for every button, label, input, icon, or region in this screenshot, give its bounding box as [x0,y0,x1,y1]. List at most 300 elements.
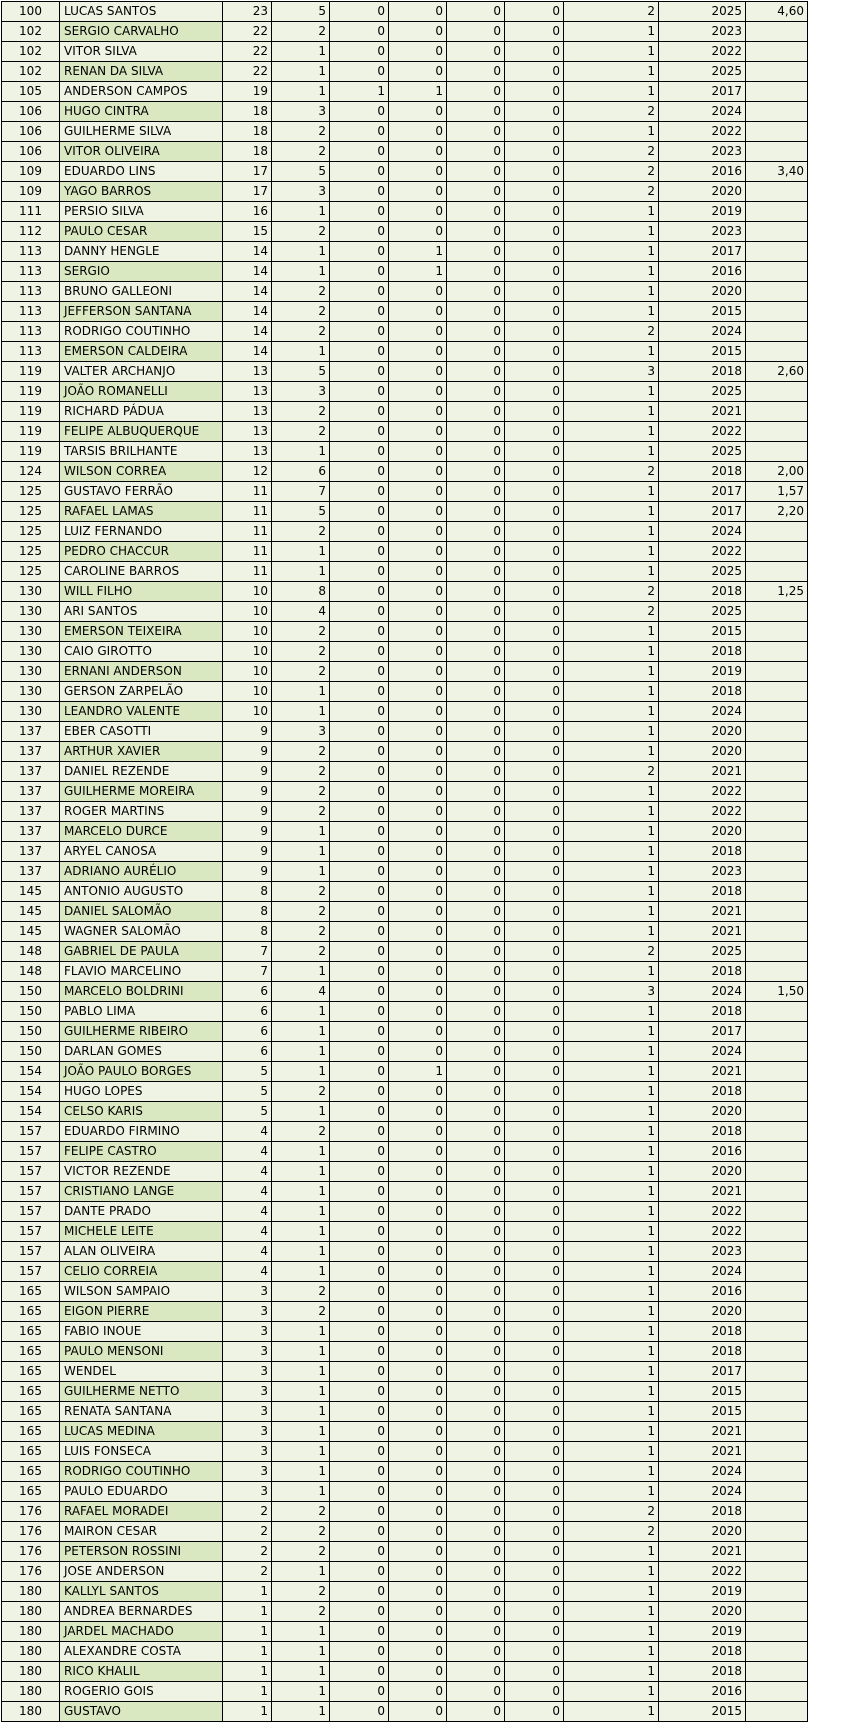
points-cell[interactable]: 9 [223,762,272,782]
position-cell[interactable]: 106 [2,102,60,122]
col6-cell[interactable]: 0 [389,782,447,802]
rating-cell[interactable] [746,1562,808,1582]
player-name-cell[interactable]: WILL FILHO [60,582,223,602]
col8-cell[interactable]: 0 [505,162,564,182]
rating-cell[interactable] [746,262,808,282]
year-cell[interactable]: 2018 [659,1502,746,1522]
year-cell[interactable]: 2024 [659,702,746,722]
points-cell[interactable]: 8 [223,882,272,902]
player-name-cell[interactable]: GUILHERME RIBEIRO [60,1022,223,1042]
position-cell[interactable]: 145 [2,902,60,922]
rating-cell[interactable] [746,342,808,362]
col7-cell[interactable]: 0 [447,1702,505,1722]
col5-cell[interactable]: 0 [330,1702,389,1722]
col9-cell[interactable]: 1 [564,702,659,722]
games-cell[interactable]: 1 [272,1222,330,1242]
col6-cell[interactable]: 0 [389,1622,447,1642]
col5-cell[interactable]: 0 [330,762,389,782]
col9-cell[interactable]: 1 [564,882,659,902]
col5-cell[interactable]: 0 [330,1022,389,1042]
player-name-cell[interactable]: MAIRON CESAR [60,1522,223,1542]
col8-cell[interactable]: 0 [505,802,564,822]
col7-cell[interactable]: 0 [447,1002,505,1022]
points-cell[interactable]: 9 [223,862,272,882]
col5-cell[interactable]: 0 [330,1682,389,1702]
position-cell[interactable]: 157 [2,1182,60,1202]
points-cell[interactable]: 14 [223,322,272,342]
col7-cell[interactable]: 0 [447,1342,505,1362]
col5-cell[interactable]: 0 [330,902,389,922]
player-name-cell[interactable]: WILSON CORREA [60,462,223,482]
position-cell[interactable]: 113 [2,302,60,322]
year-cell[interactable]: 2017 [659,1362,746,1382]
games-cell[interactable]: 2 [272,782,330,802]
year-cell[interactable]: 2024 [659,982,746,1002]
player-name-cell[interactable]: LUIZ FERNANDO [60,522,223,542]
col9-cell[interactable]: 1 [564,1342,659,1362]
col5-cell[interactable]: 0 [330,1582,389,1602]
rating-cell[interactable] [746,142,808,162]
points-cell[interactable]: 3 [223,1302,272,1322]
col5-cell[interactable]: 0 [330,682,389,702]
year-cell[interactable]: 2021 [659,1182,746,1202]
rating-cell[interactable]: 1,50 [746,982,808,1002]
position-cell[interactable]: 145 [2,882,60,902]
year-cell[interactable]: 2016 [659,1682,746,1702]
games-cell[interactable]: 2 [272,1282,330,1302]
rating-cell[interactable] [746,942,808,962]
player-name-cell[interactable]: CELIO CORREIA [60,1262,223,1282]
points-cell[interactable]: 10 [223,622,272,642]
points-cell[interactable]: 2 [223,1522,272,1542]
player-name-cell[interactable]: EDUARDO FIRMINO [60,1122,223,1142]
col8-cell[interactable]: 0 [505,642,564,662]
year-cell[interactable]: 2021 [659,922,746,942]
player-name-cell[interactable]: PAULO CESAR [60,222,223,242]
col6-cell[interactable]: 0 [389,1022,447,1042]
year-cell[interactable]: 2015 [659,1702,746,1722]
col9-cell[interactable]: 1 [564,622,659,642]
points-cell[interactable]: 11 [223,502,272,522]
position-cell[interactable]: 145 [2,922,60,942]
col7-cell[interactable]: 0 [447,302,505,322]
col7-cell[interactable]: 0 [447,742,505,762]
year-cell[interactable]: 2018 [659,882,746,902]
points-cell[interactable]: 3 [223,1422,272,1442]
col7-cell[interactable]: 0 [447,1562,505,1582]
year-cell[interactable]: 2017 [659,502,746,522]
rating-cell[interactable] [746,1402,808,1422]
col8-cell[interactable]: 0 [505,1602,564,1622]
points-cell[interactable]: 4 [223,1182,272,1202]
col5-cell[interactable]: 0 [330,1302,389,1322]
year-cell[interactable]: 2024 [659,102,746,122]
col5-cell[interactable]: 0 [330,1542,389,1562]
col9-cell[interactable]: 1 [564,502,659,522]
col5-cell[interactable]: 0 [330,1002,389,1022]
col7-cell[interactable]: 0 [447,822,505,842]
col9-cell[interactable]: 2 [564,942,659,962]
rating-cell[interactable] [746,382,808,402]
player-name-cell[interactable]: VICTOR REZENDE [60,1162,223,1182]
position-cell[interactable]: 137 [2,822,60,842]
col9-cell[interactable]: 3 [564,362,659,382]
col8-cell[interactable]: 0 [505,722,564,742]
col8-cell[interactable]: 0 [505,742,564,762]
points-cell[interactable]: 4 [223,1262,272,1282]
col8-cell[interactable]: 0 [505,1002,564,1022]
col9-cell[interactable]: 1 [564,1562,659,1582]
position-cell[interactable]: 157 [2,1122,60,1142]
games-cell[interactable]: 2 [272,1582,330,1602]
col5-cell[interactable]: 0 [330,62,389,82]
games-cell[interactable]: 2 [272,1082,330,1102]
year-cell[interactable]: 2018 [659,1322,746,1342]
games-cell[interactable]: 1 [272,1042,330,1062]
rating-cell[interactable] [746,1682,808,1702]
position-cell[interactable]: 109 [2,182,60,202]
col7-cell[interactable]: 0 [447,702,505,722]
player-name-cell[interactable]: MICHELE LEITE [60,1222,223,1242]
rating-cell[interactable] [746,182,808,202]
col5-cell[interactable]: 0 [330,742,389,762]
col8-cell[interactable]: 0 [505,242,564,262]
col6-cell[interactable]: 0 [389,642,447,662]
col7-cell[interactable]: 0 [447,102,505,122]
col8-cell[interactable]: 0 [505,562,564,582]
year-cell[interactable]: 2018 [659,1002,746,1022]
position-cell[interactable]: 180 [2,1602,60,1622]
position-cell[interactable]: 119 [2,422,60,442]
position-cell[interactable]: 102 [2,42,60,62]
position-cell[interactable]: 148 [2,942,60,962]
year-cell[interactable]: 2018 [659,1342,746,1362]
col8-cell[interactable]: 0 [505,1442,564,1462]
year-cell[interactable]: 2020 [659,182,746,202]
col6-cell[interactable]: 0 [389,142,447,162]
player-name-cell[interactable]: EMERSON CALDEIRA [60,342,223,362]
col6-cell[interactable]: 0 [389,1522,447,1542]
rating-cell[interactable] [746,1262,808,1282]
year-cell[interactable]: 2016 [659,1142,746,1162]
col7-cell[interactable]: 0 [447,462,505,482]
col8-cell[interactable]: 0 [505,1342,564,1362]
col8-cell[interactable]: 0 [505,102,564,122]
col9-cell[interactable]: 1 [564,802,659,822]
col7-cell[interactable]: 0 [447,1082,505,1102]
year-cell[interactable]: 2018 [659,362,746,382]
col5-cell[interactable]: 0 [330,462,389,482]
games-cell[interactable]: 1 [272,1482,330,1502]
points-cell[interactable]: 3 [223,1482,272,1502]
year-cell[interactable]: 2021 [659,1442,746,1462]
year-cell[interactable]: 2017 [659,242,746,262]
col6-cell[interactable]: 0 [389,902,447,922]
rating-cell[interactable] [746,102,808,122]
player-name-cell[interactable]: ARTHUR XAVIER [60,742,223,762]
col6-cell[interactable]: 0 [389,182,447,202]
rating-cell[interactable] [746,622,808,642]
rating-cell[interactable] [746,762,808,782]
year-cell[interactable]: 2020 [659,722,746,742]
player-name-cell[interactable]: WAGNER SALOMÃO [60,922,223,942]
col7-cell[interactable]: 0 [447,62,505,82]
player-name-cell[interactable]: CAROLINE BARROS [60,562,223,582]
col7-cell[interactable]: 0 [447,782,505,802]
points-cell[interactable]: 2 [223,1562,272,1582]
col5-cell[interactable]: 0 [330,362,389,382]
col8-cell[interactable]: 0 [505,302,564,322]
rating-cell[interactable] [746,642,808,662]
col7-cell[interactable]: 0 [447,802,505,822]
col9-cell[interactable]: 1 [564,1422,659,1442]
col9-cell[interactable]: 1 [564,1282,659,1302]
col9-cell[interactable]: 1 [564,282,659,302]
player-name-cell[interactable]: BRUNO GALLEONI [60,282,223,302]
col5-cell[interactable]: 0 [330,1322,389,1342]
games-cell[interactable]: 3 [272,722,330,742]
player-name-cell[interactable]: SERGIO CARVALHO [60,22,223,42]
col7-cell[interactable]: 0 [447,542,505,562]
year-cell[interactable]: 2018 [659,462,746,482]
player-name-cell[interactable]: ROGER MARTINS [60,802,223,822]
col6-cell[interactable]: 0 [389,482,447,502]
col8-cell[interactable]: 0 [505,982,564,1002]
position-cell[interactable]: 165 [2,1322,60,1342]
col5-cell[interactable]: 0 [330,1602,389,1622]
points-cell[interactable]: 10 [223,642,272,662]
rating-cell[interactable]: 4,60 [746,2,808,22]
games-cell[interactable]: 1 [272,1422,330,1442]
col7-cell[interactable]: 0 [447,522,505,542]
player-name-cell[interactable]: ANDREA BERNARDES [60,1602,223,1622]
col8-cell[interactable]: 0 [505,902,564,922]
points-cell[interactable]: 9 [223,842,272,862]
col5-cell[interactable]: 0 [330,1382,389,1402]
points-cell[interactable]: 1 [223,1642,272,1662]
col6-cell[interactable]: 0 [389,102,447,122]
points-cell[interactable]: 10 [223,682,272,702]
position-cell[interactable]: 125 [2,542,60,562]
col6-cell[interactable]: 0 [389,122,447,142]
year-cell[interactable]: 2022 [659,802,746,822]
col9-cell[interactable]: 1 [564,742,659,762]
col6-cell[interactable]: 0 [389,1202,447,1222]
rating-cell[interactable] [746,422,808,442]
player-name-cell[interactable]: KALLYL SANTOS [60,1582,223,1602]
rating-cell[interactable] [746,62,808,82]
games-cell[interactable]: 1 [272,1342,330,1362]
col8-cell[interactable]: 0 [505,1422,564,1442]
col6-cell[interactable]: 0 [389,1282,447,1302]
points-cell[interactable]: 17 [223,162,272,182]
player-name-cell[interactable]: VITOR SILVA [60,42,223,62]
col6-cell[interactable]: 0 [389,982,447,1002]
games-cell[interactable]: 4 [272,982,330,1002]
games-cell[interactable]: 1 [272,1442,330,1462]
col6-cell[interactable]: 0 [389,1702,447,1722]
games-cell[interactable]: 2 [272,1602,330,1622]
col5-cell[interactable]: 0 [330,982,389,1002]
year-cell[interactable]: 2024 [659,1482,746,1502]
col8-cell[interactable]: 0 [505,1562,564,1582]
col6-cell[interactable]: 0 [389,1262,447,1282]
col5-cell[interactable]: 0 [330,782,389,802]
col6-cell[interactable]: 0 [389,682,447,702]
year-cell[interactable]: 2020 [659,742,746,762]
rating-cell[interactable] [746,1202,808,1222]
player-name-cell[interactable]: ARYEL CANOSA [60,842,223,862]
col6-cell[interactable]: 0 [389,62,447,82]
position-cell[interactable]: 180 [2,1642,60,1662]
rating-cell[interactable] [746,1582,808,1602]
col8-cell[interactable]: 0 [505,522,564,542]
year-cell[interactable]: 2023 [659,1242,746,1262]
points-cell[interactable]: 1 [223,1582,272,1602]
year-cell[interactable]: 2015 [659,1402,746,1422]
position-cell[interactable]: 125 [2,482,60,502]
col8-cell[interactable]: 0 [505,1662,564,1682]
player-name-cell[interactable]: JOSE ANDERSON [60,1562,223,1582]
col5-cell[interactable]: 0 [330,722,389,742]
position-cell[interactable]: 130 [2,662,60,682]
games-cell[interactable]: 1 [272,962,330,982]
col7-cell[interactable]: 0 [447,662,505,682]
rating-cell[interactable] [746,722,808,742]
col9-cell[interactable]: 2 [564,182,659,202]
col5-cell[interactable]: 0 [330,962,389,982]
rating-cell[interactable] [746,682,808,702]
position-cell[interactable]: 106 [2,122,60,142]
col6-cell[interactable]: 0 [389,1422,447,1442]
year-cell[interactable]: 2020 [659,282,746,302]
games-cell[interactable]: 1 [272,862,330,882]
player-name-cell[interactable]: ALAN OLIVEIRA [60,1242,223,1262]
points-cell[interactable]: 9 [223,722,272,742]
col7-cell[interactable]: 0 [447,402,505,422]
col6-cell[interactable]: 0 [389,622,447,642]
position-cell[interactable]: 154 [2,1062,60,1082]
col6-cell[interactable]: 0 [389,502,447,522]
col7-cell[interactable]: 0 [447,242,505,262]
col6-cell[interactable]: 0 [389,742,447,762]
games-cell[interactable]: 5 [272,502,330,522]
col9-cell[interactable]: 1 [564,1482,659,1502]
player-name-cell[interactable]: JARDEL MACHADO [60,1622,223,1642]
year-cell[interactable]: 2021 [659,1062,746,1082]
col6-cell[interactable]: 0 [389,162,447,182]
year-cell[interactable]: 2018 [659,642,746,662]
games-cell[interactable]: 1 [272,82,330,102]
player-name-cell[interactable]: ANTONIO AUGUSTO [60,882,223,902]
col5-cell[interactable]: 0 [330,382,389,402]
player-name-cell[interactable]: PAULO MENSONI [60,1342,223,1362]
col6-cell[interactable]: 0 [389,822,447,842]
rating-cell[interactable] [746,1502,808,1522]
col5-cell[interactable]: 0 [330,1042,389,1062]
col5-cell[interactable]: 0 [330,922,389,942]
col9-cell[interactable]: 1 [564,1442,659,1462]
position-cell[interactable]: 165 [2,1382,60,1402]
col7-cell[interactable]: 0 [447,722,505,742]
points-cell[interactable]: 6 [223,982,272,1002]
col9-cell[interactable]: 1 [564,722,659,742]
col8-cell[interactable]: 0 [505,82,564,102]
col8-cell[interactable]: 0 [505,962,564,982]
col9-cell[interactable]: 1 [564,962,659,982]
col6-cell[interactable]: 0 [389,2,447,22]
col9-cell[interactable]: 1 [564,442,659,462]
player-name-cell[interactable]: TARSIS BRILHANTE [60,442,223,462]
points-cell[interactable]: 6 [223,1042,272,1062]
points-cell[interactable]: 13 [223,382,272,402]
rating-cell[interactable] [746,1042,808,1062]
col5-cell[interactable]: 0 [330,842,389,862]
rating-cell[interactable] [746,1522,808,1542]
games-cell[interactable]: 3 [272,102,330,122]
col6-cell[interactable]: 0 [389,542,447,562]
games-cell[interactable]: 2 [272,802,330,822]
points-cell[interactable]: 18 [223,102,272,122]
col8-cell[interactable]: 0 [505,2,564,22]
col7-cell[interactable]: 0 [447,982,505,1002]
games-cell[interactable]: 2 [272,922,330,942]
col9-cell[interactable]: 1 [564,1222,659,1242]
col8-cell[interactable]: 0 [505,1522,564,1542]
year-cell[interactable]: 2022 [659,122,746,142]
col5-cell[interactable]: 0 [330,1362,389,1382]
points-cell[interactable]: 14 [223,302,272,322]
games-cell[interactable]: 1 [272,1462,330,1482]
col8-cell[interactable]: 0 [505,1282,564,1302]
position-cell[interactable]: 176 [2,1562,60,1582]
col9-cell[interactable]: 1 [564,482,659,502]
col9-cell[interactable]: 2 [564,102,659,122]
year-cell[interactable]: 2021 [659,902,746,922]
year-cell[interactable]: 2020 [659,1602,746,1622]
player-name-cell[interactable]: PAULO EDUARDO [60,1482,223,1502]
points-cell[interactable]: 13 [223,442,272,462]
col9-cell[interactable]: 1 [564,82,659,102]
position-cell[interactable]: 100 [2,2,60,22]
col7-cell[interactable]: 0 [447,1622,505,1642]
col5-cell[interactable]: 0 [330,642,389,662]
col8-cell[interactable]: 0 [505,22,564,42]
rating-cell[interactable] [746,122,808,142]
position-cell[interactable]: 130 [2,682,60,702]
rating-cell[interactable] [746,302,808,322]
position-cell[interactable]: 137 [2,802,60,822]
col8-cell[interactable]: 0 [505,362,564,382]
col6-cell[interactable]: 0 [389,922,447,942]
year-cell[interactable]: 2022 [659,42,746,62]
col9-cell[interactable]: 1 [564,1642,659,1662]
col9-cell[interactable]: 1 [564,1402,659,1422]
col8-cell[interactable]: 0 [505,882,564,902]
col7-cell[interactable]: 0 [447,1542,505,1562]
position-cell[interactable]: 125 [2,502,60,522]
col7-cell[interactable]: 0 [447,942,505,962]
col8-cell[interactable]: 0 [505,342,564,362]
col7-cell[interactable]: 0 [447,1422,505,1442]
rating-cell[interactable] [746,1422,808,1442]
position-cell[interactable]: 119 [2,442,60,462]
col9-cell[interactable]: 2 [564,762,659,782]
col7-cell[interactable]: 0 [447,1302,505,1322]
col8-cell[interactable]: 0 [505,1702,564,1722]
col9-cell[interactable]: 1 [564,302,659,322]
rating-cell[interactable]: 2,20 [746,502,808,522]
